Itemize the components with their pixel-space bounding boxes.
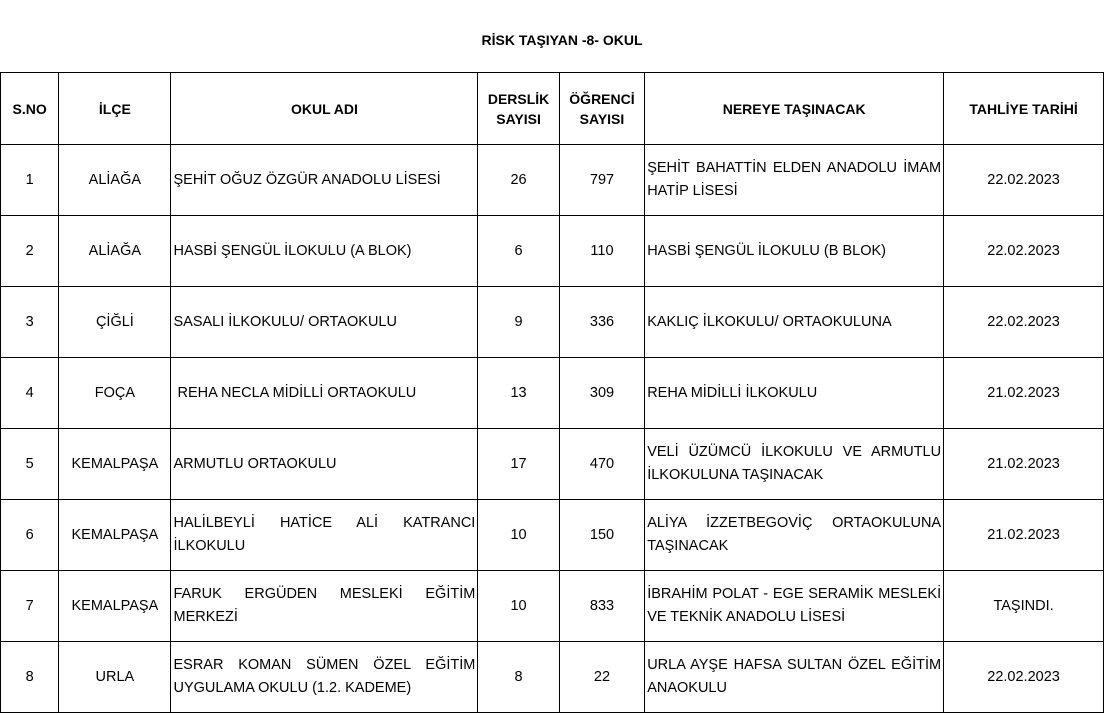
- cell-ilce: KEMALPAŞA: [59, 571, 171, 642]
- table-row: [1, 642, 1104, 713]
- cell-tarih: TAŞINDI.: [944, 571, 1104, 642]
- cell-sno: 2: [1, 216, 59, 287]
- cell-ogrenci: 110: [559, 216, 644, 287]
- cell-ogrenci: 470: [559, 429, 644, 500]
- header-sno: S.NO: [1, 73, 59, 145]
- cell-nereye: İBRAHİM POLAT - EGE SERAMİK MESLEKİ VE TEKNİK ANADOLU LİSESİ: [645, 571, 944, 642]
- cell-derslik: 6: [478, 216, 559, 287]
- table-row: [1, 500, 1104, 571]
- cell-tarih: 22.02.2023: [944, 642, 1104, 713]
- cell-ilce: ÇİĞLİ: [59, 287, 171, 358]
- header-tahliye-tarihi: TAHLİYE TARİHİ: [944, 73, 1104, 145]
- header-nereye-tasinacak: NEREYE TAŞINACAK: [645, 73, 944, 145]
- cell-ogrenci: 22: [559, 642, 644, 713]
- cell-derslik: 17: [478, 429, 559, 500]
- header-derslik-sayisi: DERSLİK SAYISI: [478, 73, 559, 145]
- cell-nereye: HASBİ ŞENGÜL İLOKULU (B BLOK): [645, 216, 944, 287]
- header-ilce: İLÇE: [59, 73, 171, 145]
- cell-sno: 3: [1, 287, 59, 358]
- table-row: [1, 358, 1104, 429]
- cell-tarih: 22.02.2023: [944, 216, 1104, 287]
- table-row: [1, 216, 1104, 287]
- cell-tarih: 22.02.2023: [944, 145, 1104, 216]
- cell-nereye: KAKLIÇ İLKOKULU/ ORTAOKULUNA: [645, 287, 944, 358]
- cell-okul-adi: ARMUTLU ORTAOKULU: [171, 429, 478, 500]
- cell-sno: 6: [1, 500, 59, 571]
- cell-okul-adi: FARUK ERGÜDEN MESLEKİ EĞİTİM MERKEZİ: [171, 571, 478, 642]
- cell-ilce: URLA: [59, 642, 171, 713]
- cell-sno: 1: [1, 145, 59, 216]
- cell-okul-adi-text: REHA NECLA MİDİLLİ ORTAOKULU: [177, 384, 417, 401]
- header-ogrenci-sayisi: ÖĞRENCİ SAYISI: [559, 73, 644, 145]
- cell-nereye: VELİ ÜZÜMCÜ İLKOKULU VE ARMUTLU İLKOKULUNA TAŞINACAK: [645, 429, 944, 500]
- cell-derslik: 10: [478, 571, 559, 642]
- cell-okul-adi: HASBİ ŞENGÜL İLOKULU (A BLOK): [171, 216, 478, 287]
- cell-sno: 4: [1, 358, 59, 429]
- cell-tarih: 21.02.2023: [944, 429, 1104, 500]
- table-row: [1, 145, 1104, 216]
- cell-ogrenci: 150: [559, 500, 644, 571]
- cell-sno: 5: [1, 429, 59, 500]
- header-okul-adi: OKUL ADI: [171, 73, 478, 145]
- table-header-row: [1, 73, 1104, 145]
- cell-derslik: 8: [478, 642, 559, 713]
- cell-derslik: 13: [478, 358, 559, 429]
- cell-derslik: 9: [478, 287, 559, 358]
- cell-ilce: FOÇA: [59, 358, 171, 429]
- cell-ilce: ALİAĞA: [59, 216, 171, 287]
- risk-schools-table: [0, 72, 1104, 713]
- table-row: [1, 287, 1104, 358]
- cell-ilce: ALİAĞA: [59, 145, 171, 216]
- cell-ogrenci: 833: [559, 571, 644, 642]
- cell-derslik: 26: [478, 145, 559, 216]
- cell-ogrenci: 309: [559, 358, 644, 429]
- cell-nereye: REHA MİDİLLİ İLKOKULU: [645, 358, 944, 429]
- cell-tarih: 22.02.2023: [944, 287, 1104, 358]
- cell-sno: 8: [1, 642, 59, 713]
- table-row: [1, 571, 1104, 642]
- cell-ilce: KEMALPAŞA: [59, 500, 171, 571]
- cell-tarih: 21.02.2023: [944, 500, 1104, 571]
- table-row: [1, 429, 1104, 500]
- document-title: RİSK TAŞIYAN -8- OKUL: [481, 32, 643, 48]
- cell-derslik: 10: [478, 500, 559, 571]
- cell-ilce: KEMALPAŞA: [59, 429, 171, 500]
- cell-nereye: ALİYA İZZETBEGOVİÇ ORTAOKULUNA TAŞINACAK: [645, 500, 944, 571]
- cell-okul-adi: HALİLBEYLİ HATİCE ALİ KATRANCI İLKOKULU: [171, 500, 478, 571]
- cell-ogrenci: 336: [559, 287, 644, 358]
- cell-nereye: ŞEHİT BAHATTİN ELDEN ANADOLU İMAM HATİP LİSESİ: [645, 145, 944, 216]
- cell-sno: 7: [1, 571, 59, 642]
- cell-okul-adi: ESRAR KOMAN SÜMEN ÖZEL EĞİTİM UYGULAMA OKULU (1.2. KADEME): [171, 642, 478, 713]
- cell-tarih: 21.02.2023: [944, 358, 1104, 429]
- cell-okul-adi: ŞEHİT OĞUZ ÖZGÜR ANADOLU LİSESİ: [171, 145, 478, 216]
- cell-nereye: URLA AYŞE HAFSA SULTAN ÖZEL EĞİTİM ANAOKULU: [645, 642, 944, 713]
- cell-ogrenci: 797: [559, 145, 644, 216]
- cell-okul-adi: SASALI İLKOKULU/ ORTAOKULU: [171, 287, 478, 358]
- cell-okul-adi: [171, 358, 478, 429]
